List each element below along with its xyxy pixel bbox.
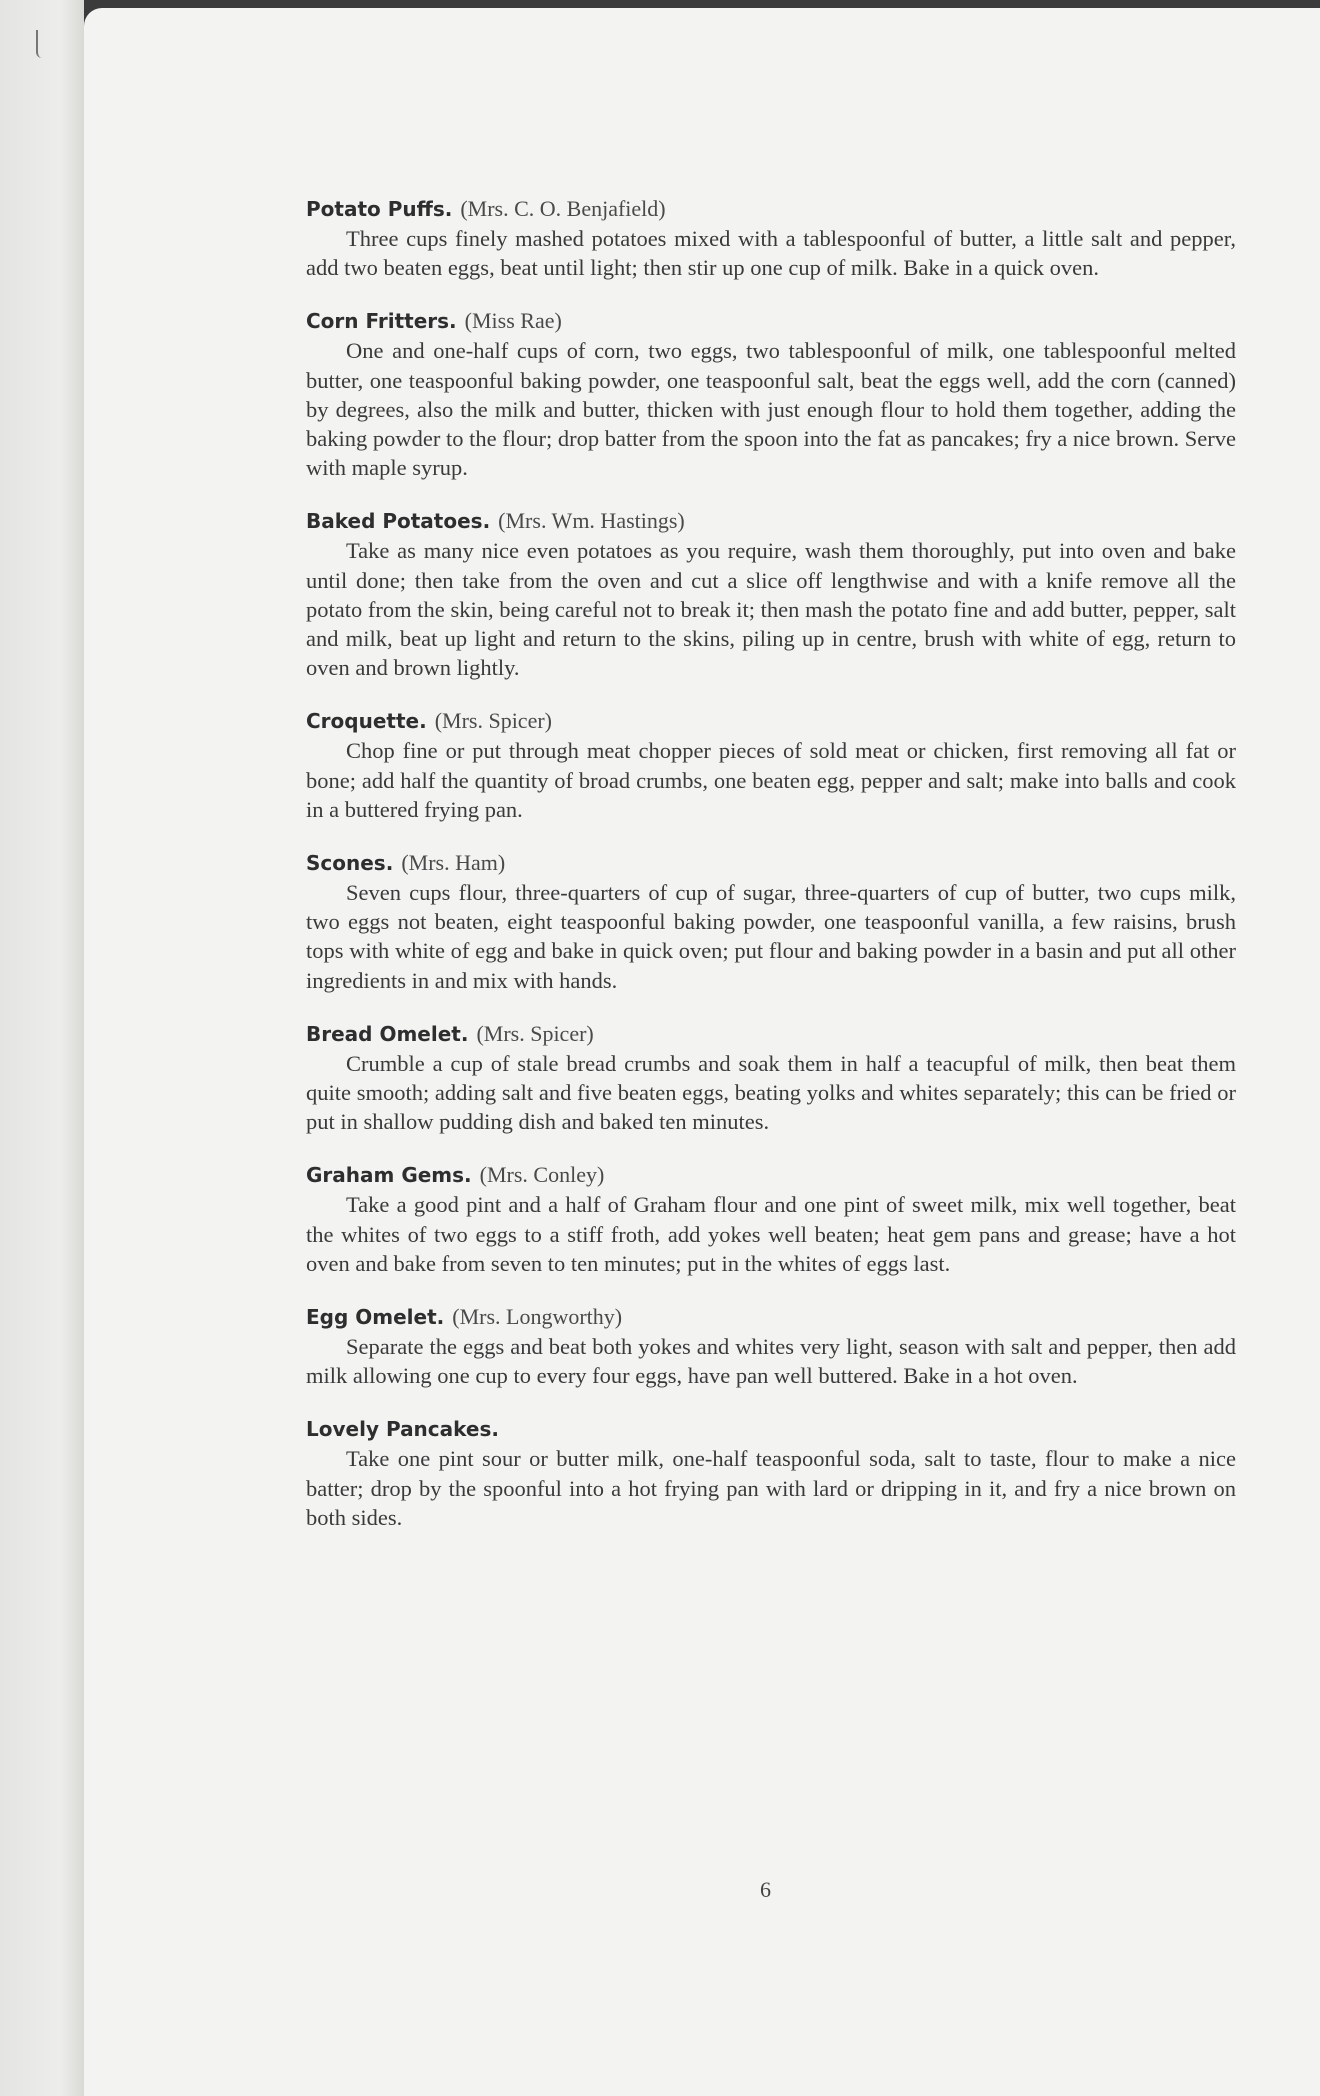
recipe-body: Take one pint sour or butter milk, one-half teaspoonful soda, salt to taste, flour to make a nice batter; drop by the spoonful into a hot frying pan with lard or dripping in it, and fry a nice brown on both sides.	[306, 1446, 1236, 1530]
recipe-egg-omelet	[306, 1304, 1236, 1390]
page-edge-strip	[0, 0, 84, 2096]
recipe-croquette	[306, 708, 1236, 824]
recipe-source: (Mrs. Spicer)	[476, 1020, 594, 1046]
recipe-lovely-pancakes	[306, 1416, 1236, 1532]
recipe-title: Scones.	[306, 851, 394, 876]
page-number: 6	[760, 1877, 771, 1902]
recipe-source: (Miss Rae)	[464, 308, 562, 334]
recipe-title: Egg Omelet.	[306, 1305, 445, 1330]
recipe-potato-puffs	[306, 196, 1236, 282]
recipe-source: (Mrs. Conley)	[479, 1162, 605, 1188]
recipe-source: (Mrs. Longworthy)	[452, 1304, 623, 1330]
recipe-title: Corn Fritters.	[306, 309, 457, 334]
recipe-bread-omelet	[306, 1021, 1236, 1137]
recipe-title: Croquette.	[306, 709, 427, 734]
recipe-source: (Mrs. Spicer)	[434, 708, 552, 734]
recipe-corn-fritters	[306, 308, 1236, 482]
recipe-title: Lovely Pancakes.	[306, 1417, 499, 1442]
recipe-title: Potato Puffs.	[306, 197, 453, 221]
recipe-body: Seven cups flour, three-quarters of cup of sugar, three-quarters of cup of butter, two cups milk, two eggs not beaten, eight teaspoonful baking powder, one teaspoonful vanilla, a few raisins, brush tops with white of egg and bake in quick oven; put flour and baking powder in a basin and put all other ingredients in and mix with hands.	[306, 880, 1236, 993]
recipe-body: Separate the eggs and beat both yokes and whites very light, season with salt and pepper, then add milk allowing one cup to every four eggs, have pan well buttered. Bake in a hot oven.	[306, 1334, 1236, 1389]
recipe-baked-potatoes	[306, 508, 1236, 682]
recipe-source: (Mrs. Wm. Hastings)	[498, 508, 685, 534]
recipe-scones	[306, 850, 1236, 995]
recipe-body: Crumble a cup of stale bread crumbs and soak them in half a teacupful of milk, then beat them quite smooth; adding salt and five beaten eggs, beating yolks and whites separately; this can be fried or put in shallow pudding dish and baked ten minutes.	[306, 1050, 1236, 1135]
recipe-body: Three cups finely mashed potatoes mixed with a tablespoonful of butter, a little salt and pepper, add two beaten eggs, beat until light; then stir up one cup of milk. Bake in a quick oven.	[306, 226, 1236, 281]
recipe-title: Bread Omelet.	[306, 1021, 469, 1046]
recipe-body: One and one-half cups of corn, two eggs, two tablespoonful of milk, one tablespoonful melted butter, one teaspoonful baking powder, one teaspoonful salt, beat the eggs well, add the corn (canned) by degrees, also the milk and butter, thicken with just enough flour to hold them together, adding the baking powder to the flour; drop batter from the spoon into the fat as pancakes; fry a nice brown. Serve with maple syrup.	[306, 338, 1236, 481]
recipe-body: Take as many nice even potatoes as you require, wash them thoroughly, put into oven and bake until done; then take from the oven and cut a slice off lengthwise and with a knife remove all the potato from the skin, being careful not to break it; then mash the potato fine and add butter, pepper, salt and milk, beat up light and return to the skins, piling up in centre, brush with white of egg, return to oven and brown lightly.	[306, 538, 1236, 681]
recipe-graham-gems	[306, 1162, 1236, 1278]
recipe-title: Baked Potatoes.	[306, 509, 491, 534]
recipe-list	[306, 196, 1236, 1558]
recipe-source: (Mrs. C. O. Benjafield)	[460, 196, 666, 221]
recipe-body: Chop fine or put through meat chopper pieces of sold meat or chicken, first removing all fat or bone; add half the quantity of broad crumbs, one beaten egg, pepper and salt; make into balls and cook in a buttered frying pan.	[306, 738, 1236, 822]
edge-mark	[36, 30, 44, 58]
recipe-body: Take a good pint and a half of Graham flour and one pint of sweet milk, mix well together, beat the whites of two eggs to a stiff froth, add yokes well beaten; heat gem pans and grease; have a hot oven and bake from seven to ten minutes; put in the whites of eggs last.	[306, 1192, 1236, 1276]
recipe-source: (Mrs. Ham)	[401, 850, 506, 876]
recipe-title: Graham Gems.	[306, 1163, 472, 1188]
